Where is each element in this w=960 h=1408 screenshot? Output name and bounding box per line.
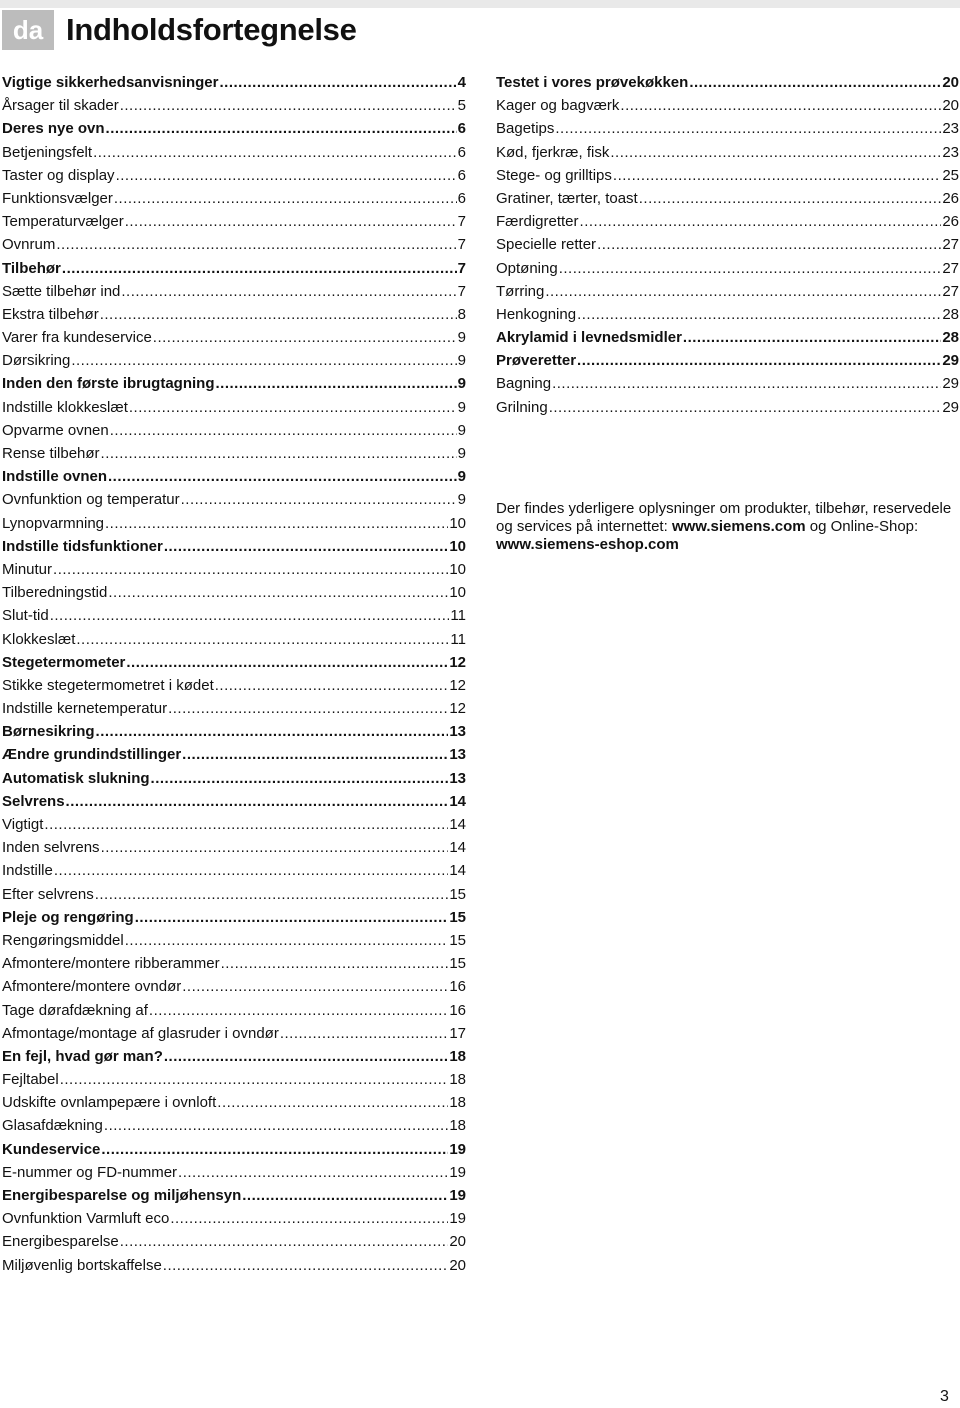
toc-entry-page: 6	[457, 120, 466, 138]
toc-entry-page: 14	[449, 816, 466, 833]
toc-entry-title: Bagetips	[496, 120, 555, 138]
toc-entry-title: Afmontere/montere ovndør	[2, 978, 182, 996]
toc-column-right	[496, 71, 959, 419]
toc-entry-page: 7	[457, 259, 466, 277]
toc-entry-page: 16	[449, 1001, 466, 1019]
toc-leader-dots	[689, 71, 941, 94]
toc-leader-dots	[178, 1161, 448, 1184]
toc-leader-dots	[170, 1207, 448, 1230]
toc-entry[interactable]	[2, 674, 466, 697]
toc-leader-dots	[114, 187, 457, 210]
toc-leader-dots	[577, 349, 941, 372]
toc-entry[interactable]	[2, 442, 466, 465]
toc-entry-page: 9	[457, 445, 466, 462]
toc-entry[interactable]	[496, 349, 959, 372]
toc-entry-title: Kager og bagværk	[496, 97, 620, 115]
toc-leader-dots	[135, 906, 449, 929]
toc-entry-title: Indstille tidsfunktioner	[2, 537, 163, 555]
toc-entry-title: Afmontere/montere ribberammer	[2, 955, 220, 973]
toc-entry-page: 12	[449, 676, 466, 694]
toc-entry-title: Energibesparelse og miljøhensyn	[2, 1187, 242, 1204]
toc-entry-title: Selvrens	[2, 792, 65, 810]
toc-entry-page: 15	[449, 885, 466, 903]
toc-entry[interactable]	[2, 1254, 466, 1277]
toc-leader-dots	[163, 1254, 449, 1277]
toc-leader-dots	[168, 697, 448, 720]
toc-leader-dots	[54, 859, 448, 882]
toc-leader-dots	[76, 628, 449, 651]
toc-leader-dots	[552, 372, 941, 395]
toc-entry[interactable]	[2, 999, 466, 1022]
toc-entry-page: 9	[457, 468, 466, 486]
toc-leader-dots	[120, 1230, 449, 1253]
toc-entry-page: 8	[457, 305, 466, 323]
toc-entry[interactable]	[2, 257, 466, 280]
toc-entry-title: Ovnfunktion Varmluft eco	[2, 1210, 170, 1228]
toc-leader-dots	[106, 117, 457, 140]
toc-entry-page: 6	[457, 166, 466, 184]
toc-entry[interactable]	[2, 1161, 466, 1184]
toc-entry-page: 9	[457, 375, 466, 393]
toc-entry[interactable]	[2, 558, 466, 581]
toc-leader-dots	[108, 465, 457, 488]
toc-entry-title: Dørsikring	[2, 352, 71, 370]
toc-entry[interactable]	[2, 883, 466, 906]
toc-entry-title: Rense tilbehør	[2, 445, 100, 462]
toc-entry[interactable]	[496, 117, 959, 140]
toc-entry-page: 20	[942, 74, 959, 91]
toc-entry-title: Stegetermometer	[2, 653, 126, 671]
toc-entry-title: Specielle retter	[496, 236, 597, 254]
toc-entry[interactable]	[2, 790, 466, 813]
toc-entry[interactable]	[2, 604, 466, 627]
toc-leader-dots	[104, 1114, 448, 1137]
toc-leader-dots	[50, 604, 450, 627]
toc-entry[interactable]	[496, 303, 959, 326]
toc-entry[interactable]	[2, 396, 466, 419]
toc-entry-page: 7	[457, 236, 466, 254]
toc-entry-page: 15	[449, 908, 466, 926]
toc-entry-page: 10	[449, 537, 466, 555]
toc-leader-dots	[121, 280, 456, 303]
toc-entry-title: Akrylamid i levnedsmidler	[496, 329, 682, 347]
toc-entry[interactable]	[2, 906, 466, 929]
toc-entry[interactable]	[2, 349, 466, 372]
toc-leader-dots	[181, 488, 457, 511]
toc-entry-title: Færdigretter	[496, 213, 579, 231]
toc-entry-title: E-nummer og FD-nummer	[2, 1163, 178, 1181]
toc-entry-page: 10	[449, 514, 466, 532]
toc-leader-dots	[613, 164, 941, 187]
toc-leader-dots	[108, 581, 448, 604]
toc-leader-dots	[555, 117, 941, 140]
toc-entry-title: Henkogning	[496, 305, 577, 323]
toc-leader-dots	[125, 929, 449, 952]
toc-entry-title: Ovnrum	[2, 236, 56, 254]
toc-entry-title: Glasafdækning	[2, 1117, 103, 1135]
toc-leader-dots	[580, 210, 942, 233]
toc-entry-title: Kundeservice	[2, 1140, 101, 1158]
toc-entry-page: 28	[942, 329, 959, 347]
toc-leader-dots	[182, 975, 448, 998]
info-note	[496, 500, 958, 554]
toc-leader-dots	[610, 141, 941, 164]
toc-entry-title: Automatisk slukning	[2, 769, 150, 787]
toc-entry-title: Børnesikring	[2, 723, 95, 741]
toc-entry[interactable]	[2, 372, 466, 395]
toc-leader-dots	[105, 512, 448, 535]
toc-leader-dots	[101, 836, 449, 859]
toc-entry-page: 20	[449, 1256, 466, 1274]
page-number: 3	[940, 1388, 949, 1405]
toc-entry-title: Indstille	[2, 862, 53, 880]
toc-leader-dots	[66, 790, 449, 813]
toc-entry[interactable]	[2, 94, 466, 117]
toc-entry-page: 13	[449, 769, 466, 787]
toc-entry[interactable]	[2, 767, 466, 790]
toc-entry-title: Miljøvenlig bortskaffelse	[2, 1256, 162, 1274]
toc-entry[interactable]	[2, 303, 466, 326]
toc-entry-page: 14	[449, 839, 466, 857]
toc-entry-page: 13	[449, 746, 466, 764]
language-badge: da	[2, 10, 54, 50]
toc-leader-dots	[126, 651, 448, 674]
toc-leader-dots	[153, 326, 457, 349]
toc-entry-page: 11	[450, 630, 466, 648]
toc-entry-page: 14	[449, 862, 466, 880]
toc-entry-page: 17	[449, 1024, 466, 1042]
toc-entry-page: 7	[457, 282, 466, 300]
toc-entry[interactable]	[496, 71, 959, 94]
toc-entry-title: Slut-tid	[2, 607, 49, 625]
toc-entry-page: 4	[457, 74, 466, 91]
toc-entry[interactable]	[496, 233, 959, 256]
toc-entry-title: Afmontage/montage af glasruder i ovndør	[2, 1024, 279, 1042]
toc-entry[interactable]	[496, 164, 959, 187]
toc-entry-page: 16	[449, 978, 466, 996]
toc-entry-page: 11	[450, 607, 466, 625]
toc-entry[interactable]	[2, 488, 466, 511]
toc-entry[interactable]	[2, 697, 466, 720]
toc-entry[interactable]	[2, 1207, 466, 1230]
toc-entry-page: 18	[449, 1117, 466, 1135]
toc-entry-page: 9	[457, 491, 466, 509]
toc-entry-title: Tage dørafdækning af	[2, 1001, 148, 1019]
toc-entry[interactable]	[2, 859, 466, 882]
toc-leader-dots	[71, 349, 456, 372]
toc-entry-title: Pleje og rengøring	[2, 908, 134, 926]
toc-leader-dots	[683, 326, 941, 349]
toc-entry[interactable]	[2, 929, 466, 952]
toc-leader-dots	[100, 303, 457, 326]
toc-entry[interactable]	[2, 1138, 466, 1161]
toc-entry-page: 9	[457, 398, 466, 416]
toc-leader-dots	[217, 1091, 448, 1114]
toc-entry-page: 12	[449, 653, 466, 671]
toc-entry[interactable]	[2, 1091, 466, 1114]
toc-entry-page: 5	[457, 97, 466, 115]
toc-column-left	[2, 71, 466, 1277]
toc-entry-title: Stikke stegetermometret i kødet	[2, 676, 214, 694]
toc-leader-dots	[182, 743, 448, 766]
toc-entry[interactable]	[2, 1184, 466, 1207]
toc-entry-page: 20	[449, 1233, 466, 1251]
toc-entry-title: Indstille kernetemperatur	[2, 700, 168, 718]
toc-leader-dots	[56, 233, 456, 256]
toc-entry[interactable]	[2, 743, 466, 766]
toc-leader-dots	[216, 372, 457, 395]
toc-entry-page: 18	[449, 1071, 466, 1089]
toc-entry[interactable]	[496, 141, 959, 164]
toc-leader-dots	[242, 1184, 448, 1207]
toc-entry-page: 15	[449, 955, 466, 973]
toc-leader-dots	[559, 257, 942, 280]
toc-leader-dots	[101, 442, 457, 465]
toc-entry-page: 27	[942, 236, 959, 254]
toc-entry-title: Rengøringsmiddel	[2, 931, 124, 949]
siemens-link[interactable]: www.siemens.com	[671, 518, 806, 535]
toc-entry-page: 9	[457, 352, 466, 370]
toc-entry[interactable]	[2, 210, 466, 233]
toc-entry-page: 20	[942, 97, 959, 115]
toc-entry[interactable]	[2, 535, 466, 558]
toc-entry[interactable]	[2, 952, 466, 975]
toc-entry-title: Prøveretter	[496, 352, 577, 370]
toc-entry[interactable]	[496, 326, 959, 349]
toc-entry[interactable]	[2, 280, 466, 303]
toc-entry-page: 9	[457, 421, 466, 439]
toc-leader-dots	[149, 999, 448, 1022]
toc-entry-page: 23	[942, 143, 959, 161]
toc-entry-title: Lynopvarmning	[2, 514, 105, 532]
toc-entry[interactable]	[496, 372, 959, 395]
toc-entry[interactable]	[496, 187, 959, 210]
toc-entry-page: 15	[449, 931, 466, 949]
toc-entry-page: 28	[942, 305, 959, 323]
toc-entry-title: Indstille klokkeslæt	[2, 398, 128, 416]
toc-leader-dots	[93, 141, 457, 164]
toc-entry-title: Tørring	[496, 282, 545, 300]
toc-entry[interactable]	[2, 1230, 466, 1253]
toc-leader-dots	[215, 674, 449, 697]
toc-entry-title: Optøning	[496, 259, 558, 277]
toc-entry[interactable]	[496, 210, 959, 233]
toc-leader-dots	[545, 280, 941, 303]
toc-entry-title: Efter selvrens	[2, 885, 94, 903]
toc-leader-dots	[95, 883, 449, 906]
note-text-2: og Online-Shop:	[805, 518, 919, 535]
toc-leader-dots	[280, 1022, 448, 1045]
toc-entry-title: Tilberedningstid	[2, 584, 108, 602]
toc-entry-page: 19	[449, 1163, 466, 1181]
toc-entry-title: Testet i vores prøvekøkken	[496, 74, 689, 91]
toc-entry-title: Vigtigt	[2, 816, 44, 833]
page-title: Indholdsfortegnelse	[66, 12, 357, 47]
toc-leader-dots	[120, 94, 457, 117]
toc-leader-dots	[219, 71, 456, 94]
toc-entry-page: 29	[942, 398, 959, 416]
toc-entry[interactable]	[2, 1045, 466, 1068]
eshop-link[interactable]: www.siemens-eshop.com	[496, 536, 679, 553]
toc-entry[interactable]	[2, 164, 466, 187]
toc-entry-title: Opvarme ovnen	[2, 421, 109, 439]
toc-entry-title: Grilning	[496, 398, 548, 416]
toc-entry[interactable]	[2, 71, 466, 94]
toc-entry-title: Kød, fjerkræ, fisk	[496, 143, 610, 161]
toc-entry-title: Deres nye ovn	[2, 120, 105, 138]
toc-entry[interactable]	[2, 836, 466, 859]
toc-entry-page: 19	[449, 1210, 466, 1228]
toc-entry-title: Inden den første ibrugtagning	[2, 375, 215, 393]
toc-entry[interactable]	[2, 628, 466, 651]
toc-entry-page: 12	[449, 700, 466, 718]
toc-entry-title: En fejl, hvad gør man?	[2, 1047, 163, 1065]
toc-entry-title: Ovnfunktion og temperatur	[2, 491, 180, 509]
toc-entry-page: 23	[942, 120, 959, 138]
toc-leader-dots	[62, 257, 457, 280]
toc-leader-dots	[549, 396, 942, 419]
toc-entry-title: Tilbehør	[2, 259, 61, 277]
toc-entry[interactable]	[2, 651, 466, 674]
toc-entry-page: 26	[942, 213, 959, 231]
toc-entry-page: 7	[457, 213, 466, 231]
toc-entry[interactable]	[496, 280, 959, 303]
toc-entry-page: 27	[942, 282, 959, 300]
toc-entry[interactable]	[2, 187, 466, 210]
toc-leader-dots	[125, 210, 457, 233]
toc-entry-title: Vigtige sikkerhedsanvisninger	[2, 74, 219, 91]
toc-entry[interactable]	[496, 396, 959, 419]
toc-leader-dots	[96, 720, 449, 743]
toc-entry-title: Fejltabel	[2, 1071, 59, 1089]
toc-entry-page: 25	[942, 166, 959, 184]
toc-entry-page: 13	[449, 723, 466, 741]
toc-entry[interactable]	[2, 465, 466, 488]
toc-leader-dots	[221, 952, 449, 975]
toc-entry-title: Ekstra tilbehør	[2, 305, 99, 323]
toc-entry[interactable]	[2, 326, 466, 349]
toc-entry-title: Betjeningsfelt	[2, 143, 93, 161]
toc-entry-page: 6	[457, 143, 466, 161]
toc-entry-page: 26	[942, 189, 959, 207]
toc-entry-page: 19	[449, 1187, 466, 1204]
note-text-1: Der findes yderligere oplysninger om produkter, tilbehør, reservedele og services på internettet:	[496, 500, 952, 535]
toc-entry-title: Årsager til skader	[2, 97, 119, 115]
toc-leader-dots	[116, 164, 457, 187]
toc-entry-page: 18	[449, 1047, 466, 1065]
toc-entry-page: 19	[449, 1140, 466, 1158]
toc-leader-dots	[101, 1138, 448, 1161]
toc-entry-title: Sætte tilbehør ind	[2, 282, 121, 300]
toc-entry-title: Varer fra kundeservice	[2, 329, 152, 347]
toc-entry-title: Ændre grundindstillinger	[2, 746, 182, 764]
toc-leader-dots	[151, 767, 449, 790]
toc-leader-dots	[639, 187, 942, 210]
toc-entry-page: 10	[449, 584, 466, 602]
toc-entry-title: Klokkeslæt	[2, 630, 76, 648]
toc-entry[interactable]	[2, 419, 466, 442]
toc-entry-title: Gratiner, tærter, toast	[496, 189, 638, 207]
toc-entry[interactable]	[2, 141, 466, 164]
toc-entry-page: 10	[449, 560, 466, 578]
toc-entry[interactable]	[2, 233, 466, 256]
toc-leader-dots	[164, 1045, 448, 1068]
toc-entry[interactable]	[496, 94, 959, 117]
toc-entry[interactable]	[2, 1068, 466, 1091]
toc-entry-title: Inden selvrens	[2, 839, 100, 857]
toc-entry[interactable]	[2, 512, 466, 535]
toc-leader-dots	[53, 558, 448, 581]
toc-entry-page: 29	[942, 375, 959, 393]
toc-entry-title: Taster og display	[2, 166, 115, 184]
toc-entry[interactable]	[2, 975, 466, 998]
toc-leader-dots	[60, 1068, 449, 1091]
toc-entry[interactable]	[2, 581, 466, 604]
toc-entry-title: Udskifte ovnlampepære i ovnloft	[2, 1094, 217, 1112]
toc-entry[interactable]	[2, 117, 466, 140]
toc-entry-page: 14	[449, 792, 466, 810]
toc-entry[interactable]	[2, 1022, 466, 1045]
toc-entry-page: 18	[449, 1094, 466, 1112]
toc-entry-page: 9	[457, 329, 466, 347]
toc-entry-title: Minutur	[2, 560, 53, 578]
toc-leader-dots	[110, 419, 457, 442]
toc-entry-title: Stege- og grilltips	[496, 166, 612, 184]
toc-leader-dots	[129, 396, 457, 419]
toc-leader-dots	[577, 303, 941, 326]
toc-entry[interactable]	[496, 257, 959, 280]
toc-entry-title: Temperaturvælger	[2, 213, 124, 231]
toc-leader-dots	[597, 233, 941, 256]
toc-entry-title: Bagning	[496, 375, 552, 393]
toc-entry-page: 27	[942, 259, 959, 277]
toc-entry-page: 29	[942, 352, 959, 370]
toc-entry[interactable]	[2, 1114, 466, 1137]
toc-leader-dots	[44, 813, 448, 836]
toc-entry-title: Energibesparelse	[2, 1233, 119, 1251]
toc-leader-dots	[164, 535, 448, 558]
toc-entry-title: Funktionsvælger	[2, 189, 113, 207]
toc-entry[interactable]	[2, 813, 466, 836]
toc-leader-dots	[620, 94, 941, 117]
toc-entry[interactable]	[2, 720, 466, 743]
toc-entry-title: Indstille ovnen	[2, 468, 108, 486]
toc-entry-page: 6	[457, 189, 466, 207]
